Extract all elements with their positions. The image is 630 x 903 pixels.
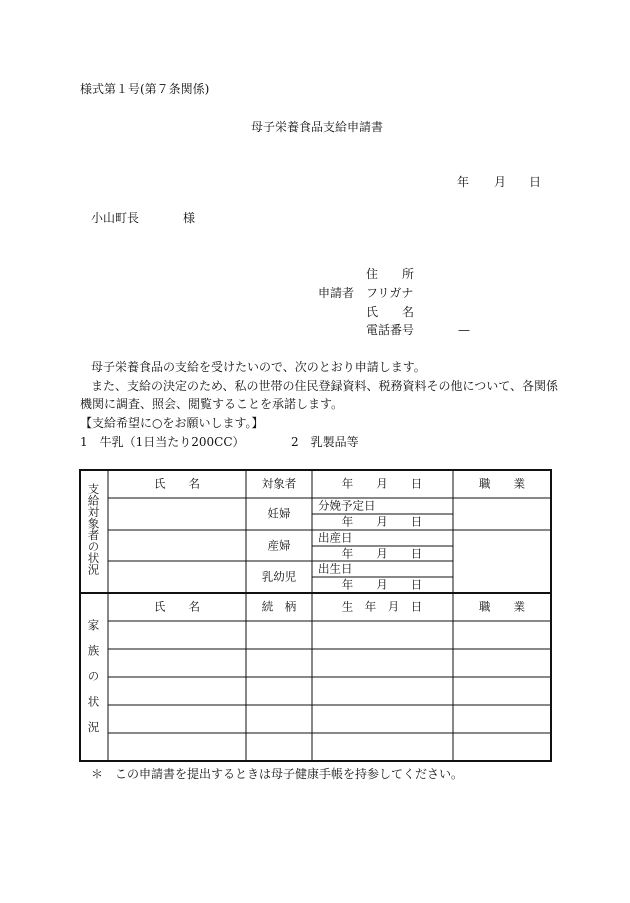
- family-section-label: 家族の状況: [86, 619, 101, 747]
- infant-birth-value: 年 月 日: [341, 577, 423, 592]
- applicant-name-label: 氏 名: [366, 305, 415, 319]
- header-name: 氏 名: [154, 476, 200, 491]
- category-infant: 乳幼児: [261, 569, 297, 584]
- request-heading: 【支給希望に○をお願いします。】: [80, 416, 264, 430]
- category-postpartum: 産婦: [267, 538, 291, 553]
- status-table: [79, 469, 552, 762]
- header-category: 対象者: [261, 476, 297, 491]
- birth-date-value: 年 月 日: [341, 546, 423, 561]
- birth-date-label: 出産日: [318, 530, 353, 545]
- date-month-label: 月: [494, 175, 507, 189]
- form-title: 母子栄養食品支給申請書: [251, 120, 384, 134]
- applicant-label: 申請者: [318, 286, 355, 300]
- due-date-label: 分娩予定日: [318, 498, 376, 513]
- family-header-name: 氏 名: [154, 599, 200, 614]
- table-grid: [79, 469, 552, 762]
- body-paragraph-2-line-1: また、支給の決定のため、私の世帯の住民登録資料、税務資料その他について、各関係: [91, 379, 559, 393]
- addressee-name: 小山町長: [91, 211, 140, 225]
- address-label: 住 所: [366, 267, 415, 281]
- recipient-section-label: 支給対象者の状況: [86, 483, 101, 575]
- date-day-label: 日: [529, 175, 542, 189]
- body-paragraph-2-line-2: 機関に調査、照会、閲覧することを承諾します。: [80, 397, 344, 411]
- body-paragraph-1: 母子栄養食品の支給を受けたいので、次のとおり申請します。: [91, 360, 426, 374]
- option-dairy: 2 乳製品等: [291, 435, 359, 449]
- form-number: 様式第１号(第７条関係): [80, 82, 210, 96]
- phone-label: 電話番号: [366, 323, 415, 337]
- category-pregnant: 妊婦: [267, 506, 291, 521]
- infant-birth-label: 出生日: [318, 561, 353, 576]
- option-milk: 1 牛乳（1日当たり200CC）: [80, 435, 245, 449]
- family-header-relation: 続 柄: [261, 599, 297, 614]
- header-occupation: 職 業: [479, 476, 525, 491]
- family-header-occupation: 職 業: [479, 599, 525, 614]
- header-date: 年 月 日: [341, 476, 423, 491]
- addressee-honorific: 様: [183, 211, 196, 225]
- furigana-label: フリガナ: [366, 286, 414, 300]
- footnote: ＊ この申請書を提出するときは母子健康手帳を持参してください。: [91, 767, 464, 781]
- due-date-value: 年 月 日: [341, 514, 423, 529]
- date-year-label: 年: [457, 175, 470, 189]
- phone-dash: —: [458, 323, 470, 337]
- family-header-birth: 生 年 月 日: [341, 599, 423, 614]
